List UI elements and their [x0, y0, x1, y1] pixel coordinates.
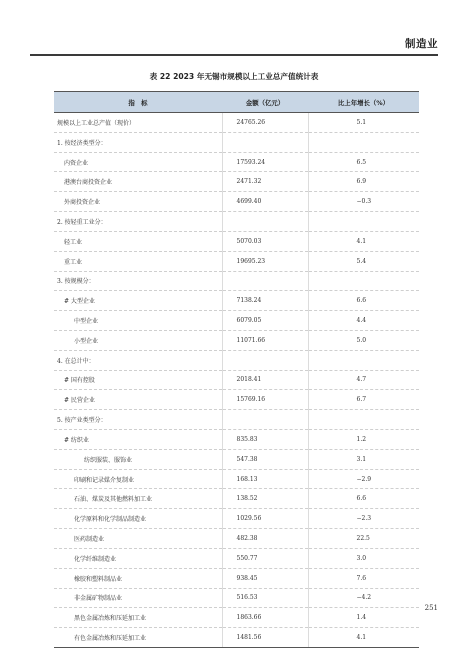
table-row: [54, 231, 419, 251]
row-amount-cell: 168.13: [222, 469, 308, 489]
row-growth-cell: 3.1: [308, 449, 419, 469]
row-amount-cell: 550.77: [222, 548, 308, 568]
row-amount-cell: 4699.40: [222, 192, 308, 212]
column-header-name: 指 标: [54, 92, 222, 113]
table-row: [54, 350, 419, 370]
row-amount-cell: 24765.26: [222, 113, 308, 133]
row-name-cell: # 大型企业: [54, 291, 222, 311]
row-amount-cell: 138.52: [222, 489, 308, 509]
table-row: [54, 430, 419, 450]
table-row: [54, 568, 419, 588]
row-name-cell: # 民营企业: [54, 390, 222, 410]
row-name-cell: 港澳台商投资企业: [54, 172, 222, 192]
row-name-cell: 1. 按经济类型分：: [54, 132, 222, 152]
row-name-cell: 规模以上工业总产值（现价）: [54, 113, 222, 133]
row-growth-cell: 7.6: [308, 568, 419, 588]
row-growth-cell: −2.3: [308, 509, 419, 529]
page-header: [30, 36, 438, 58]
table-row: [54, 588, 419, 608]
row-growth-cell: 1.4: [308, 608, 419, 628]
row-name-cell: 2. 按轻重工业分：: [54, 212, 222, 232]
row-name-cell: 印刷和记录媒介复制业: [54, 469, 222, 489]
row-amount-cell: 835.83: [222, 430, 308, 450]
row-name-cell: 非金属矿物制品业: [54, 588, 222, 608]
row-amount-cell: [222, 271, 308, 291]
row-name-cell: 4. 在总计中：: [54, 350, 222, 370]
table-row: [54, 529, 419, 549]
page-number: 251: [424, 604, 438, 612]
table-body: [54, 113, 419, 648]
row-growth-cell: 4.4: [308, 311, 419, 331]
row-name-cell: # 国有控股: [54, 370, 222, 390]
table-row: [54, 212, 419, 232]
row-name-cell: 外商投资企业: [54, 192, 222, 212]
table-row: [54, 251, 419, 271]
column-header-growth: 比上年增长（%）: [308, 92, 419, 113]
row-name-cell: 3. 按规模分：: [54, 271, 222, 291]
table-row: [54, 152, 419, 172]
table-row: [54, 449, 419, 469]
row-growth-cell: 4.1: [308, 231, 419, 251]
row-growth-cell: 6.7: [308, 390, 419, 410]
table-row: [54, 192, 419, 212]
table-row: [54, 113, 419, 133]
table-row: [54, 548, 419, 568]
row-growth-cell: [308, 212, 419, 232]
row-name-cell: 黑色金属冶炼和压延加工业: [54, 608, 222, 628]
table-row: [54, 469, 419, 489]
table-row: [54, 509, 419, 529]
row-growth-cell: −4.2: [308, 588, 419, 608]
row-growth-cell: 5.4: [308, 251, 419, 271]
table-row: [54, 311, 419, 331]
row-amount-cell: [222, 212, 308, 232]
row-amount-cell: 19695.23: [222, 251, 308, 271]
table-row: [54, 628, 419, 648]
row-amount-cell: 938.45: [222, 568, 308, 588]
row-amount-cell: 1481.56: [222, 628, 308, 648]
table-row: [54, 291, 419, 311]
row-name-cell: 橡胶和塑料制品业: [54, 568, 222, 588]
row-growth-cell: 6.9: [308, 172, 419, 192]
row-growth-cell: −2.9: [308, 469, 419, 489]
row-growth-cell: 6.6: [308, 291, 419, 311]
row-growth-cell: 5.1: [308, 113, 419, 133]
row-growth-cell: 22.5: [308, 529, 419, 549]
row-amount-cell: 1863.66: [222, 608, 308, 628]
row-name-cell: 内资企业: [54, 152, 222, 172]
row-growth-cell: 6.5: [308, 152, 419, 172]
table-row: [54, 410, 419, 430]
row-name-cell: 重工业: [54, 251, 222, 271]
table-row: [54, 172, 419, 192]
row-name-cell: 纺织服装、服饰业: [54, 449, 222, 469]
row-growth-cell: [308, 132, 419, 152]
row-name-cell: 医药制造业: [54, 529, 222, 549]
row-amount-cell: 2018.41: [222, 370, 308, 390]
table-row: [54, 132, 419, 152]
table-row: [54, 489, 419, 509]
row-growth-cell: 4.7: [308, 370, 419, 390]
row-name-cell: 有色金属冶炼和压延加工业: [54, 628, 222, 648]
row-amount-cell: 15769.16: [222, 390, 308, 410]
row-name-cell: 化学原料和化学制品制造业: [54, 509, 222, 529]
table-row: [54, 608, 419, 628]
row-amount-cell: 516.53: [222, 588, 308, 608]
row-amount-cell: 482.38: [222, 529, 308, 549]
row-amount-cell: [222, 350, 308, 370]
row-growth-cell: [308, 350, 419, 370]
row-name-cell: 轻工业: [54, 231, 222, 251]
row-growth-cell: [308, 271, 419, 291]
row-amount-cell: 7138.24: [222, 291, 308, 311]
row-growth-cell: −0.3: [308, 192, 419, 212]
row-growth-cell: 5.0: [308, 330, 419, 350]
row-growth-cell: 4.1: [308, 628, 419, 648]
table-title: 表 22 2023 年无锡市规模以上工业总产值统计表: [149, 72, 319, 81]
row-amount-cell: 5070.03: [222, 231, 308, 251]
row-growth-cell: [308, 410, 419, 430]
row-name-cell: 小型企业: [54, 330, 222, 350]
row-amount-cell: 547.38: [222, 449, 308, 469]
row-amount-cell: [222, 410, 308, 430]
row-amount-cell: 17593.24: [222, 152, 308, 172]
section-label: 制造业: [405, 38, 438, 50]
column-header-amount: 金额（亿元）: [222, 92, 308, 113]
row-growth-cell: 6.6: [308, 489, 419, 509]
statistics-table: [54, 91, 419, 648]
row-name-cell: 5. 按产业类型分：: [54, 410, 222, 430]
row-amount-cell: [222, 132, 308, 152]
row-amount-cell: 6079.05: [222, 311, 308, 331]
table-row: [54, 330, 419, 350]
row-growth-cell: 1.2: [308, 430, 419, 450]
table-row: [54, 370, 419, 390]
row-name-cell: 中型企业: [54, 311, 222, 331]
row-name-cell: # 纺织业: [54, 430, 222, 450]
row-amount-cell: 1029.56: [222, 509, 308, 529]
row-growth-cell: 3.0: [308, 548, 419, 568]
row-name-cell: 石油、煤炭及其他燃料加工业: [54, 489, 222, 509]
row-amount-cell: 11071.66: [222, 330, 308, 350]
row-amount-cell: 2471.32: [222, 172, 308, 192]
header-rule: [30, 54, 438, 56]
table-header-row: [54, 92, 419, 113]
table-row: [54, 271, 419, 291]
table-row: [54, 390, 419, 410]
row-name-cell: 化学纤维制造业: [54, 548, 222, 568]
